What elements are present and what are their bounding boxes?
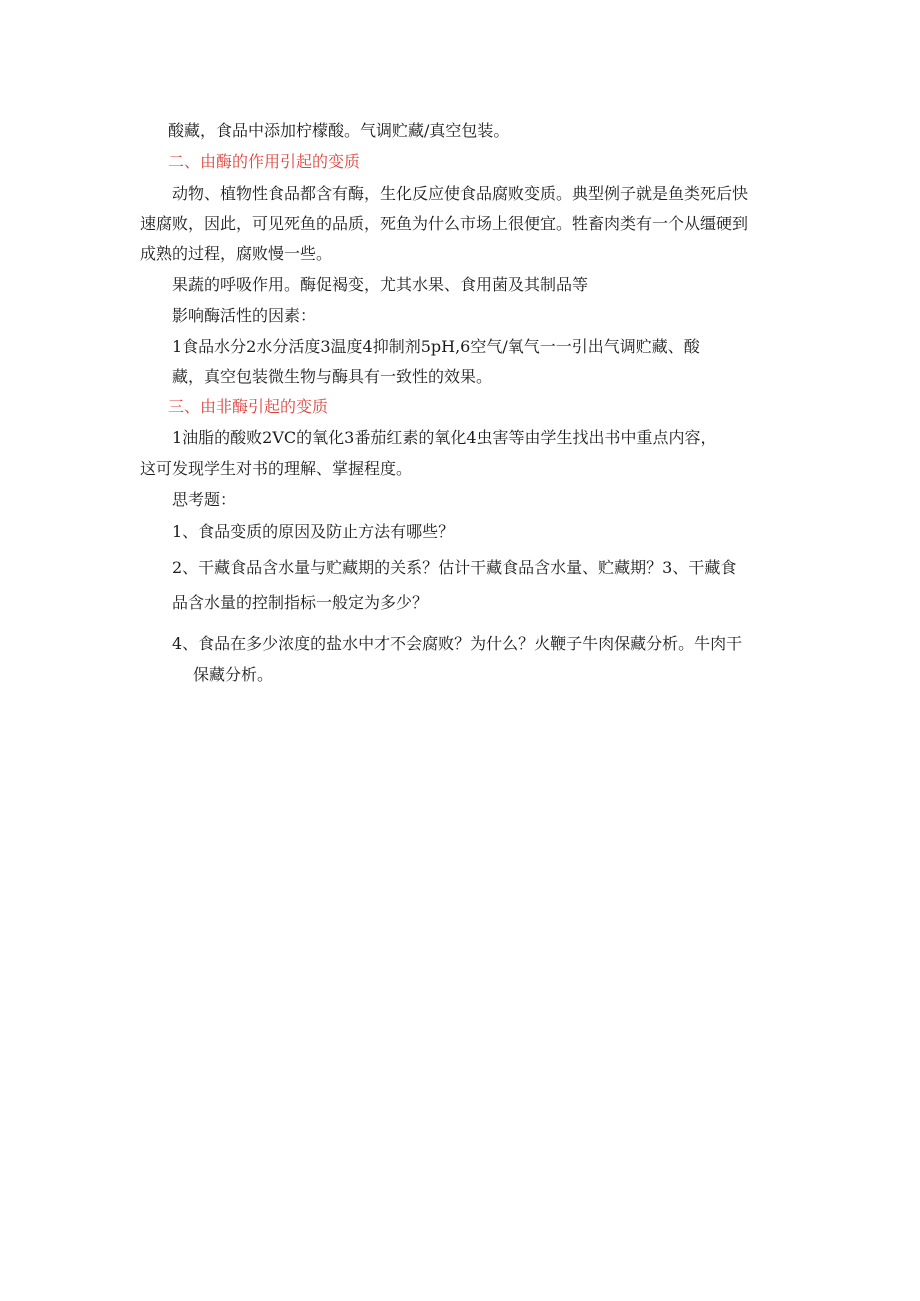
section-heading: 二、由酶的作用引起的变质: [168, 152, 361, 171]
question-item: 1、食品变质的原因及防止方法有哪些？: [172, 522, 455, 541]
section-heading: 三、由非酶引起的变质: [168, 397, 329, 416]
paragraph-line: 1油脂的酸败2VC的氧化3番茄红素的氧化4虫害等由学生找出书中重点内容，: [172, 428, 717, 447]
paragraph-line: 1食品水分2水分活度3温度4抑制剂5pH,6空气/氧气一一引出气调贮藏、酸: [172, 337, 700, 356]
paragraph-line: 这可发现学生对书的理解、掌握程度。: [140, 459, 413, 478]
question-item: 保藏分析。: [193, 665, 274, 684]
paragraph-line: 藏，真空包装微生物与酶具有一致性的效果。: [172, 367, 493, 386]
question-item: 4、食品在多少浓度的盐水中才不会腐败？为什么？火鞭子牛肉保藏分析。牛肉干: [172, 634, 743, 653]
paragraph-line: 成熟的过程，腐败慢一些。: [140, 244, 333, 263]
paragraph-line: 思考题：: [172, 490, 237, 509]
paragraph-line: 动物、植物性食品都含有酶，生化反应使食品腐败变质。典型例子就是鱼类死后快: [172, 184, 749, 203]
paragraph-line: 速腐败，因此，可见死鱼的品质，死鱼为什么市场上很便宜。牲畜肉类有一个从缰硬到: [140, 214, 749, 233]
paragraph-line: 酸藏，食品中添加柠檬酸。气调贮藏/真空包装。: [168, 121, 510, 140]
paragraph-line: 影响酶活性的因素：: [172, 306, 317, 325]
paragraph-line: 果蔬的呼吸作用。酶促褐变，尤其水果、食用菌及其制品等: [172, 275, 589, 294]
question-item: 品含水量的控制指标一般定为多少？: [172, 593, 429, 612]
question-item: 2、干藏食品含水量与贮藏期的关系？估计干藏食品含水量、贮藏期？3、干藏食: [172, 558, 737, 577]
